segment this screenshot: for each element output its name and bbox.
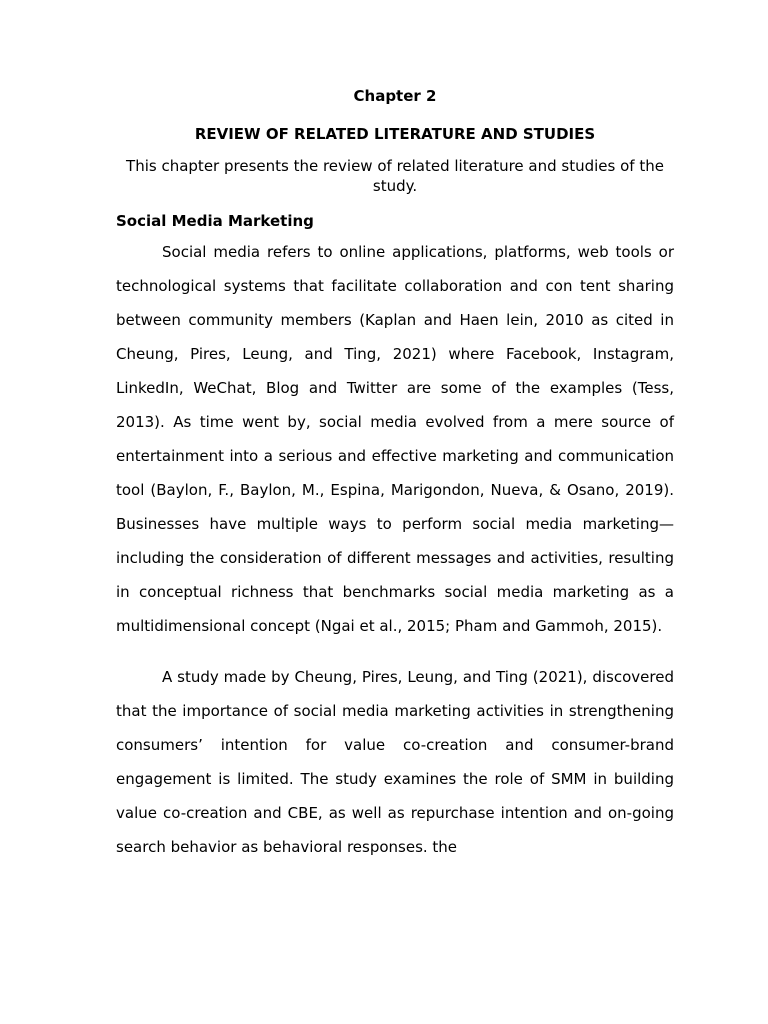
paragraph-spacer bbox=[116, 643, 674, 660]
body-paragraph: A study made by Cheung, Pires, Leung, and Ting (2021), discovered that the importance of social media marketing activities in strengthening consumers’ intention for value co-creation and consumer-brand engagement is limited. The study examines the role of SMM in building value co-creation and CBE, as well as repurchase intention and on-going search behavior as behavioral responses. the bbox=[116, 668, 674, 856]
chapter-title: REVIEW OF RELATED LITERATURE AND STUDIES bbox=[194, 125, 596, 143]
body-paragraph: Social media refers to online applications, platforms, web tools or technological systems that facilitate collaboration and con tent sharing between community members (Kaplan and Haen lein, 2010 as cited in Cheung, Pires, Leung, and Ting, 2021) where Facebook, Instagram, LinkedIn, WeChat, Blog and Twitter are some of the examples (Tess, 2013). As time went by, social media evolved from a mere source of entertainment into a serious and effective marketing and communication tool (Baylon, F., Baylon, M., Espina, Marigondon, Nueva, & Osano, 2019). Businesses have multiple ways to perform social media marketing—including the consideration of different messages and activities, resulting in conceptual richness that benchmarks social media marketing as a multidimensional concept (Ngai et al., 2015; Pham and Gammoh, 2015). bbox=[116, 243, 674, 635]
chapter-intro: This chapter presents the review of related literature and studies of the study. bbox=[126, 157, 664, 195]
page-content bbox=[116, 86, 674, 864]
chapter-heading: Chapter 2 bbox=[353, 87, 437, 105]
section-subheading: Social Media Marketing bbox=[116, 212, 314, 230]
